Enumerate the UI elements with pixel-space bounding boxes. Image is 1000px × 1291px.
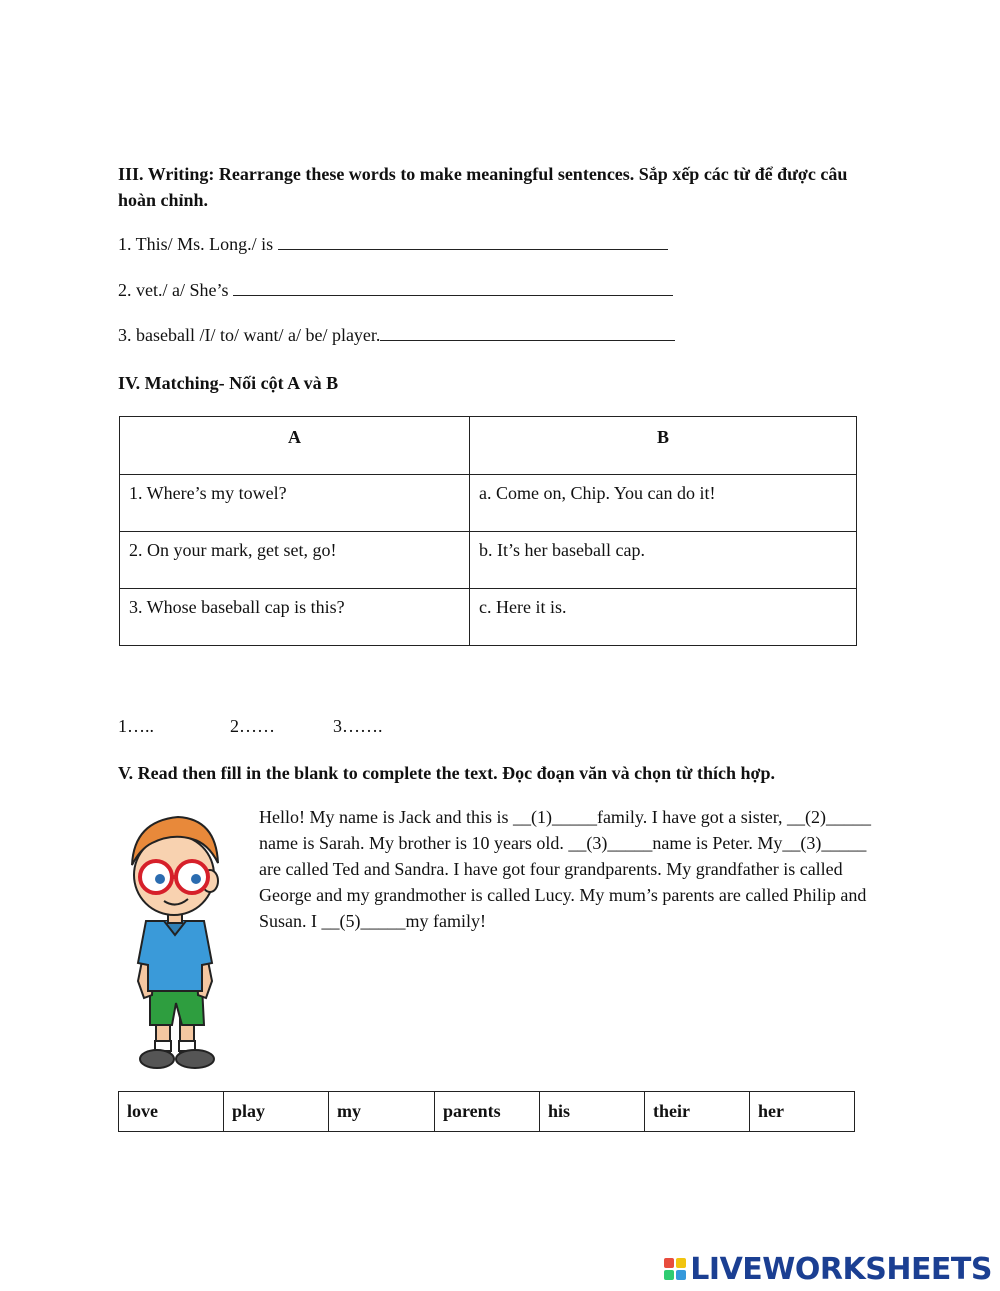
column-a-cell: 2. On your mark, get set, go! bbox=[120, 532, 470, 589]
rearrange-item-text: 2. vet./ a/ She’s bbox=[118, 280, 229, 300]
word-bank-cell: play bbox=[224, 1092, 329, 1132]
reading-passage: Hello! My name is Jack and this is __(1)_____family. I have got a sister, __(2)_____ name is Sarah. My brother is 10 years old. __(3)_____name is Peter. My__(3)_____ are called Ted and Sandra. I have got four grandparents. My grandfather is called George and my grandmother is called Lucy. My mum’s parents are called Philip and Susan. I __(5)_____my family! bbox=[259, 807, 871, 931]
section-4-heading: IV. Matching- Nối cột A và B bbox=[118, 373, 339, 393]
word-bank-row bbox=[119, 1092, 855, 1132]
table-row bbox=[120, 532, 857, 589]
column-a-cell: 1. Where’s my towel? bbox=[120, 475, 470, 532]
matching-table bbox=[119, 416, 857, 646]
matching-answer-1[interactable]: 1….. bbox=[118, 716, 154, 736]
rearrange-item-text: 3. baseball /I/ to/ want/ a/ be/ player. bbox=[118, 325, 381, 345]
table-row bbox=[120, 589, 857, 646]
matching-answer-2[interactable]: 2…… bbox=[230, 716, 275, 736]
word-bank-cell: her bbox=[750, 1092, 855, 1132]
logo-blocks-icon bbox=[664, 1258, 686, 1280]
boy-illustration bbox=[112, 803, 232, 1083]
section-3-heading: III. Writing: Rearrange these words to make meaningful sentences. Sắp xếp các từ để được câu hoàn chỉnh. bbox=[118, 164, 848, 210]
matching-header-row bbox=[120, 417, 857, 475]
word-bank-cell: my bbox=[329, 1092, 435, 1132]
matching-answers bbox=[118, 716, 383, 737]
column-b-cell: b. It’s her baseball cap. bbox=[470, 532, 857, 589]
answer-blank-2[interactable] bbox=[233, 281, 673, 296]
section-5-heading: V. Read then fill in the blank to complete the text. Đọc đoạn văn và chọn từ thích hợp. bbox=[118, 763, 775, 783]
matching-answer-3[interactable]: 3……. bbox=[333, 716, 383, 736]
rearrange-item-3 bbox=[118, 325, 675, 346]
rearrange-item-text: 1. This/ Ms. Long./ is bbox=[118, 234, 274, 254]
table-row bbox=[120, 475, 857, 532]
word-bank-table bbox=[118, 1091, 855, 1132]
rearrange-item-2 bbox=[118, 280, 673, 301]
word-bank-cell: his bbox=[540, 1092, 645, 1132]
answer-blank-3[interactable] bbox=[380, 326, 675, 341]
word-bank-cell: their bbox=[645, 1092, 750, 1132]
column-b-cell: a. Come on, Chip. You can do it! bbox=[470, 475, 857, 532]
liveworksheets-logo bbox=[664, 1252, 992, 1286]
column-a-cell: 3. Whose baseball cap is this? bbox=[120, 589, 470, 646]
column-b-cell: c. Here it is. bbox=[470, 589, 857, 646]
column-a-header: A bbox=[120, 417, 470, 475]
answer-blank-1[interactable] bbox=[278, 235, 668, 250]
word-bank-cell: love bbox=[119, 1092, 224, 1132]
column-b-header: B bbox=[470, 417, 857, 475]
word-bank-cell: parents bbox=[435, 1092, 540, 1132]
logo-text: LIVEWORKSHEETS bbox=[690, 1251, 992, 1287]
rearrange-item-1 bbox=[118, 234, 668, 255]
